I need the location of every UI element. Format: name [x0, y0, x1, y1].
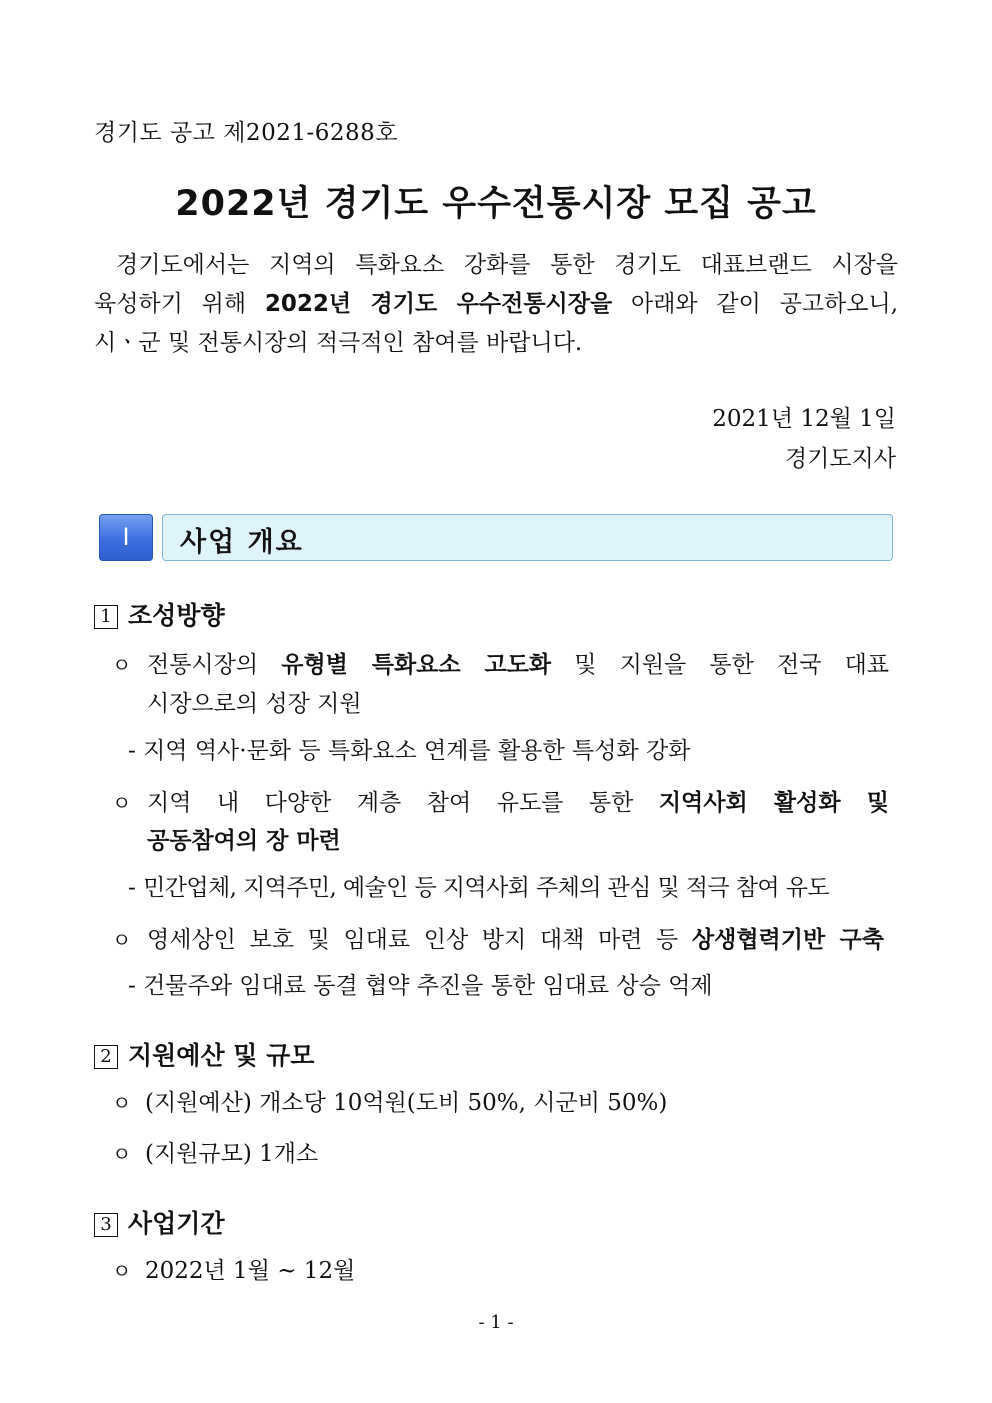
- intro-line-1-text: 경기도에서는 지역의 특화요소 강화를 통한 경기도 대표브랜드 시장을: [116, 252, 898, 278]
- bullet-2-1: (지원예산) 개소당 10억원(도비 50%, 시군비 50%): [145, 1090, 668, 1116]
- bullet-1-2-cont: 공동참여의 장 마련: [147, 828, 341, 854]
- bullet-2-1-marker: ㅇ: [112, 1091, 132, 1115]
- dash-1-1-text: 지역 역사·문화 등 특화요소 연계를 활용한 특성화 강화: [143, 738, 691, 764]
- subsection-number-3: 3: [94, 1213, 118, 1237]
- intro-line-3: 시ㆍ군 및 전통시장의 적극적인 참여를 바랍니다.: [94, 330, 583, 356]
- subsection-heading-3: [94, 1204, 225, 1240]
- bullet-1-1-bold: 유형별 특화요소 고도화: [281, 652, 552, 678]
- subsection-number-1: 1: [94, 605, 118, 629]
- announcement-date: 2021년 12월 1일: [712, 406, 896, 432]
- subsection-title-1: 조성방향: [128, 601, 225, 630]
- bullet-1-1-marker: ㅇ: [112, 653, 132, 677]
- bullet-1-1: [147, 650, 889, 680]
- dash-1-3: - 건물주와 임대료 동결 협약 추진을 통한 임대료 상승 억제: [128, 973, 713, 999]
- bullet-1-1-cont: 시장으로의 성장 지원: [147, 691, 362, 717]
- bullet-1-3: [147, 925, 884, 955]
- bullet-1-3-bold: 상생협력기반 구축: [691, 927, 884, 953]
- bullet-1-1-pre: 전통시장의: [147, 652, 259, 678]
- bullet-2-2-marker: ㅇ: [112, 1142, 132, 1166]
- document-title: 2022년 경기도 우수전통시장 모집 공고: [175, 184, 817, 224]
- subsection-heading-1: [94, 596, 225, 632]
- subsection-heading-2: [94, 1036, 314, 1072]
- document-number: 경기도 공고 제2021-6288호: [94, 120, 398, 146]
- bullet-1-2-pre: 지역 내 다양한 계층 참여 유도를 통한: [147, 790, 634, 816]
- bullet-1-2-bold: 지역사회 활성화 및: [658, 790, 889, 816]
- subsection-title-2: 지원예산 및 규모: [128, 1041, 315, 1070]
- intro-line-2-pre: 육성하기 위해: [94, 291, 247, 317]
- bullet-3-1: 2022년 1월 ~ 12월: [145, 1258, 356, 1284]
- section-number-badge: Ⅰ: [99, 514, 153, 561]
- bullet-3-1-marker: ㅇ: [112, 1259, 132, 1283]
- issuer: 경기도지사: [784, 446, 896, 472]
- bullet-1-2-marker: ㅇ: [112, 791, 132, 815]
- section-title: 사업 개요: [180, 527, 304, 558]
- intro-line-2-post: 아래와 같이 공고하오니,: [630, 291, 899, 317]
- bullet-1-3-marker: ㅇ: [112, 928, 132, 952]
- bullet-1-3-pre: 영세상인 보호 및 임대료 인상 방지 대책 마련 등: [147, 927, 679, 953]
- dash-1-3-text: 건물주와 임대료 동결 협약 추진을 통한 임대료 상승 억제: [143, 973, 713, 999]
- subsection-number-2: 2: [94, 1045, 118, 1069]
- intro-line-2-bold: 2022년 경기도 우수전통시장을: [264, 291, 613, 317]
- dash-1-2-text: 민간업체, 지역주민, 예술인 등 지역사회 주체의 관심 및 적극 참여 유도: [143, 875, 829, 901]
- page-number: - 1 -: [478, 1312, 514, 1333]
- bullet-1-2: [147, 788, 889, 818]
- dash-1-2: - 민간업체, 지역주민, 예술인 등 지역사회 주체의 관심 및 적극 참여 유도: [128, 875, 829, 901]
- dash-1-1: - 지역 역사·문화 등 특화요소 연계를 활용한 특성화 강화: [128, 738, 691, 764]
- bullet-2-2: (지원규모) 1개소: [145, 1141, 319, 1167]
- subsection-title-3: 사업기간: [128, 1209, 225, 1238]
- bullet-1-1-post: 및 지원을 통한 전국 대표: [574, 652, 890, 678]
